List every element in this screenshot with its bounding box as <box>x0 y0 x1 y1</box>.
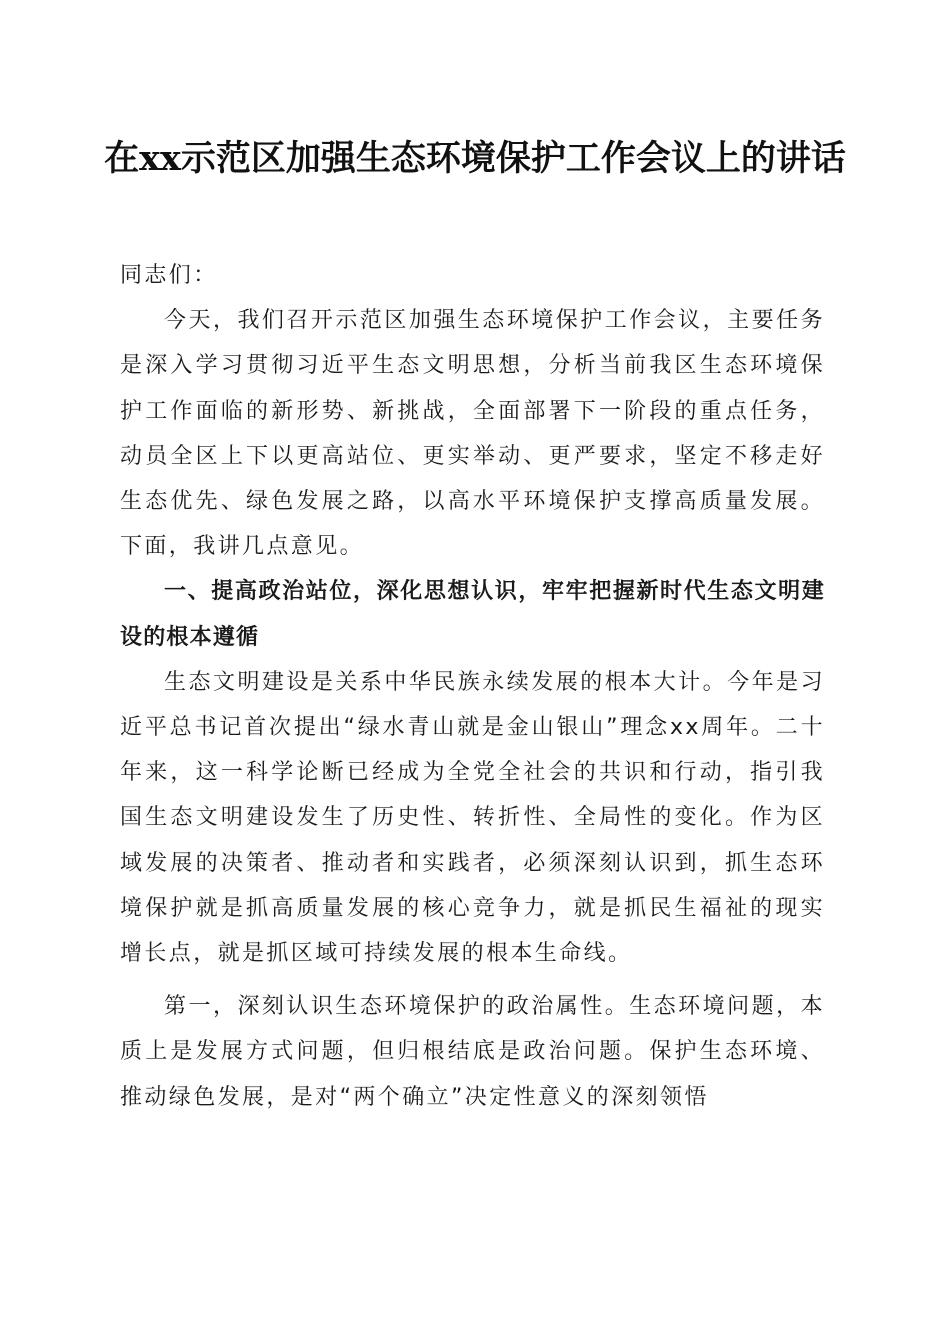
section-heading-1: 一、提高政治站位，深化思想认识，牢牢把握新时代生态文明建设的根本遵循 <box>120 579 825 650</box>
paragraph-spacer <box>120 976 825 984</box>
intro-paragraph: 今天，我们召开示范区加强生态环境保护工作会议，主要任务是深入学习贯彻习近平生态文明思想，分析当前我区生态环境保护工作面临的新形势、新挑战，全面部署下一阶段的重点任务，动员全区上下以更高站位、更实举动、更严要求，坚定不移走好生态优先、绿色发展之路，以高水平环境保护支撑高质量发展。下面，我讲几点意见。 <box>120 308 825 560</box>
body-paragraph-1: 生态文明建设是关系中华民族永续发展的根本大计。今年是习近平总书记首次提出“绿水青山就是金山银山”理念xx周年。二十年来，这一科学论断已经成为全党全社会的共识和行动，指引我国生态文明建设发生了历史性、转折性、全局性的变化。作为区域发展的决策者、推动者和实践者，必须深刻认识到，抓生态环境保护就是抓高质量发展的核心竞争力，就是抓民生福祉的现实增长点，就是抓区域可持续发展的根本生命线。 <box>120 669 825 967</box>
body-paragraph-2: 第一，深刻认识生态环境保护的政治属性。生态环境问题，本质上是发展方式问题，但归根结底是政治问题。保护生态环境、推动绿色发展，是对“两个确立”决定性意义的深刻领悟 <box>120 994 825 1110</box>
document-body <box>120 253 825 1120</box>
salutation: 同志们： <box>120 263 218 288</box>
document-title: 在xx示范区加强生态环境保护工作会议上的讲话 <box>104 138 846 179</box>
